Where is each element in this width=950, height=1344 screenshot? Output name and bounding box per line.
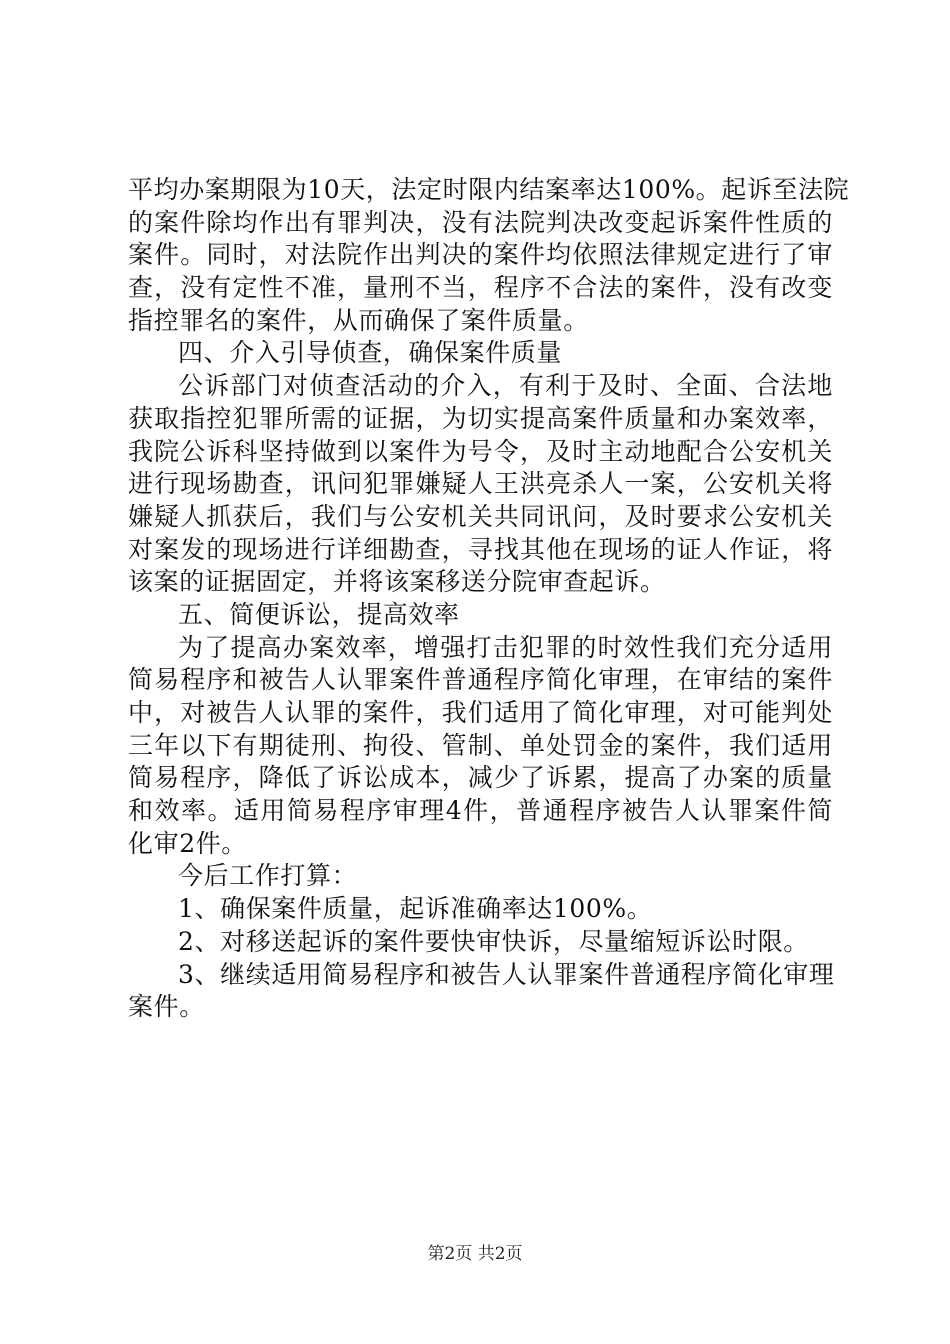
paragraph-line: 公诉部门对侦查活动的介入，有利于及时、全面、合法地 [178, 371, 833, 401]
document-body [128, 174, 850, 1024]
list-item: 3、继续适用简易程序和被告人认罪案件普通程序简化审理 [178, 959, 835, 989]
paragraph-line: 查，没有定性不准，量刑不当，程序不合法的案件，没有改变 [128, 273, 833, 303]
paragraph-line: 为了提高办案效率，增强打击犯罪的时效性我们充分适用 [178, 632, 833, 662]
paragraph-line: 简易程序和被告人认罪案件普通程序简化审理，在审结的案件 [128, 665, 833, 695]
paragraph-line: 平均办案期限为10天，法定时限内结案率达100%。起诉至法院 [128, 175, 850, 204]
paragraph-line: 简易程序，降低了诉讼成本，减少了诉累，提高了办案的质量 [128, 763, 833, 793]
paragraph-line: 该案的证据固定，并将该案移送分院审查起诉。 [128, 567, 666, 597]
paragraph-line: 化审2件。 [128, 828, 247, 858]
paragraph-line: 获取指控犯罪所需的证据，为切实提高案件质量和办案效率， [128, 403, 833, 433]
paragraph-line: 的案件除均作出有罪判决，没有法院判决改变起诉案件性质的 [128, 207, 833, 237]
list-item: 2、对移送起诉的案件要快审快诉，尽量缩短诉讼时限。 [178, 926, 809, 956]
paragraph-line: 指控罪名的案件，从而确保了案件质量。 [128, 305, 589, 335]
paragraph-line: 我院公诉科坚持做到以案件为号令，及时主动地配合公安机关 [128, 436, 833, 466]
section-heading: 四、介入引导侦查，确保案件质量 [178, 338, 563, 368]
section-heading: 今后工作打算： [178, 861, 358, 891]
paragraph-line: 三年以下有期徒刑、拘役、管制、单处罚金的案件，我们适用 [128, 730, 833, 760]
paragraph-line: 中，对被告人认罪的案件，我们适用了简化审理，对可能判处 [128, 698, 833, 727]
list-item: 1、确保案件质量，起诉准确率达100%。 [178, 894, 653, 924]
paragraph-line: 对案发的现场进行详细勘查，寻找其他在现场的证人作证，将 [128, 534, 833, 564]
paragraph-line: 嫌疑人抓获后，我们与公安机关共同讯问，及时要求公安机关 [128, 501, 833, 531]
list-item-continuation: 案件。 [128, 992, 205, 1022]
paragraph-line: 进行现场勘查，讯问犯罪嫌疑人王洪亮杀人一案，公安机关将 [128, 469, 833, 499]
paragraph-line: 案件。同时，对法院作出判决的案件均依照法律规定进行了审 [128, 240, 833, 270]
page-number-footer: 第2页 共2页 [427, 1244, 523, 1264]
paragraph-line: 和效率。适用简易程序审理4件，普通程序被告人认罪案件简 [128, 796, 833, 826]
section-heading: 五、简便诉讼，提高效率 [178, 599, 460, 629]
